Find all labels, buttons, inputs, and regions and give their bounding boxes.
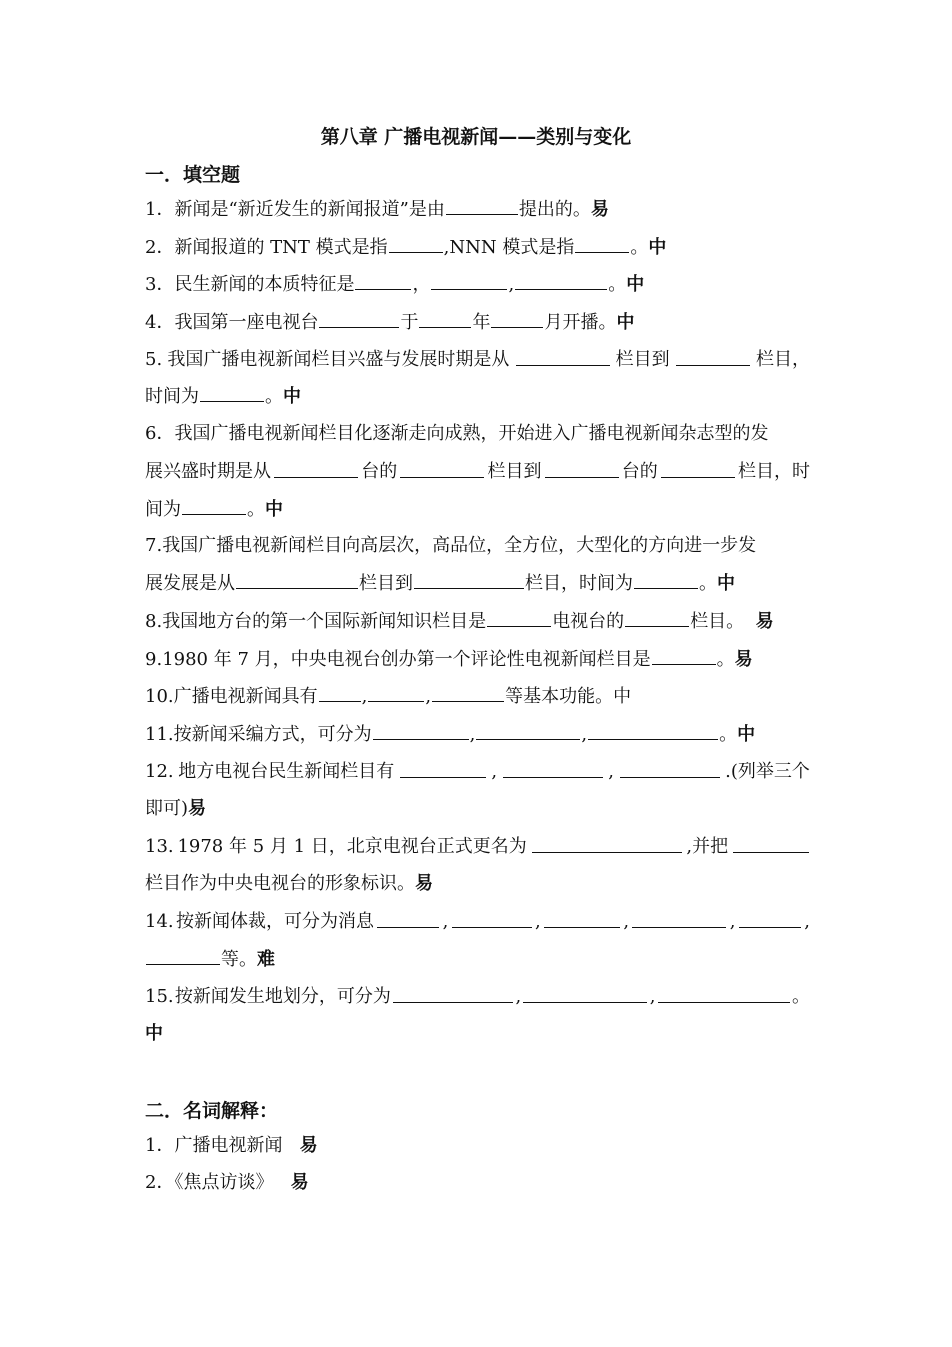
answer-blank[interactable] (632, 909, 726, 928)
answer-blank[interactable] (389, 234, 443, 253)
answer-blank[interactable] (545, 459, 619, 478)
difficulty-label: 中 (145, 1023, 163, 1044)
question-8: 8.我国地方台的第一个国际新闻知识栏目是 电视台的 栏目。 易 (145, 608, 810, 635)
question-15: 15. 按新闻发生地划分，可分为 , , 。 (145, 984, 810, 1010)
difficulty-label: 易 (290, 1172, 309, 1193)
question-number: 2． (145, 237, 175, 258)
question-7-line-2: 展发展是从 栏目到 栏目，时间为 。中 (145, 570, 810, 597)
answer-blank[interactable] (319, 309, 399, 328)
answer-blank[interactable] (200, 383, 264, 402)
question-number: 11. (145, 724, 174, 745)
question-14-line-2: 等。难 (145, 946, 810, 973)
answer-blank[interactable] (373, 721, 469, 740)
answer-blank[interactable] (487, 608, 551, 627)
difficulty-label: 易 (299, 1135, 318, 1156)
answer-blank[interactable] (676, 347, 750, 366)
answer-blank[interactable] (658, 984, 790, 1003)
difficulty-label: 中 (265, 499, 283, 520)
answer-blank[interactable] (544, 909, 620, 928)
answer-blank[interactable] (400, 459, 484, 478)
question-5-line-2: 时间为 。中 (145, 383, 810, 410)
answer-blank[interactable] (452, 909, 532, 928)
question-number: 5. (145, 349, 163, 370)
answer-blank[interactable] (377, 909, 439, 928)
answer-blank[interactable] (419, 309, 471, 328)
answer-blank[interactable] (274, 459, 358, 478)
question-7: 7.我国广播电视新闻栏目向高层次，高品位，全方位，大型化的方向进一步发 (145, 535, 757, 556)
question-number: 10. (145, 686, 174, 707)
page-title: 第八章 广播电视新闻——类别与变化 (320, 126, 632, 148)
question-11: 11.按新闻采编方式，可分为 , , 。中 (145, 721, 810, 748)
answer-blank[interactable] (661, 459, 735, 478)
difficulty-label: 易 (755, 611, 774, 632)
question-number: 8. (145, 611, 163, 632)
answer-blank[interactable] (532, 834, 682, 853)
answer-blank[interactable] (368, 683, 424, 702)
difficulty-label: 易 (734, 649, 753, 670)
answer-blank[interactable] (739, 909, 801, 928)
question-number: 9. (145, 649, 163, 670)
question-number: 6． (145, 423, 175, 444)
answer-blank[interactable] (575, 234, 629, 253)
question-12: 12. 地方电视台民生新闻栏目有 , , .(列举三个 (145, 759, 810, 785)
section1-heading: 一．填空题 (145, 164, 241, 186)
term-item-2: 2．《焦点访谈》 易 (145, 1172, 309, 1193)
answer-blank[interactable] (491, 309, 543, 328)
question-6-line-3: 间为 。中 (145, 496, 810, 523)
difficulty-label: 难 (257, 949, 275, 970)
answer-blank[interactable] (733, 834, 809, 853)
question-number: 1． (145, 199, 175, 220)
question-13-line-2: 栏目作为中央电视台的形象标识。易 (145, 873, 433, 894)
answer-blank[interactable] (355, 271, 411, 290)
answer-blank[interactable] (182, 496, 246, 515)
question-6: 6．我国广播电视新闻栏目化逐渐走向成熟，开始进入广播电视新闻杂志型的发 (145, 423, 769, 444)
question-2: 2．新闻报道的 TNT 模式是指 ,NNN 模式是指 。中 (145, 234, 810, 261)
answer-blank[interactable] (476, 721, 580, 740)
question-9: 9.1980 年 7 月，中央电视台创办第一个评论性电视新闻栏目是 。易 (145, 646, 810, 673)
question-number: 13. (145, 836, 174, 857)
answer-blank[interactable] (625, 608, 689, 627)
question-3: 3．民生新闻的本质特征是 ， , 。中 (145, 271, 810, 298)
difficulty-label: 中 (616, 312, 635, 333)
question-4: 4．我国第一座电视台 于 年 月开播。中 (145, 309, 810, 336)
answer-blank[interactable] (516, 347, 610, 366)
difficulty-label: 易 (590, 199, 609, 220)
answer-blank[interactable] (620, 759, 720, 778)
answer-blank[interactable] (515, 271, 607, 290)
answer-blank[interactable] (146, 946, 220, 965)
question-number: 14. (145, 911, 174, 932)
difficulty-label: 中 (626, 274, 645, 295)
question-13: 13. 1978 年 5 月 1 日，北京电视台正式更名为 ,并把 (145, 834, 810, 860)
answer-blank[interactable] (393, 984, 513, 1003)
answer-blank[interactable] (634, 570, 698, 589)
question-12-line-2: 即可)易 (145, 798, 207, 819)
question-6-line-2: 展兴盛时期是从 台的 栏目到 台的 栏目，时 (145, 461, 810, 482)
answer-blank[interactable] (523, 984, 647, 1003)
question-1: 1．新闻是“新近发生的新闻报道”是由 提出的。易 (145, 196, 810, 223)
question-number: 4． (145, 312, 175, 333)
difficulty-label: 中 (717, 573, 735, 594)
question-number: 12. (145, 761, 174, 782)
question-15-line-2 (145, 1021, 810, 1047)
answer-blank[interactable] (319, 683, 361, 702)
question-10: 10.广播电视新闻具有 , , 等基本功能。中 (145, 683, 810, 710)
answer-blank[interactable] (414, 570, 524, 589)
question-14: 14. 按新闻体裁，可分为消息 , , , , , (145, 909, 810, 935)
difficulty-label: 中 (648, 237, 667, 258)
section2-heading: 二．名词解释： (145, 1100, 279, 1122)
question-number: 3． (145, 274, 175, 295)
answer-blank[interactable] (652, 646, 716, 665)
answer-blank[interactable] (400, 759, 486, 778)
term-item-1: 1．广播电视新闻 易 (145, 1135, 318, 1156)
question-number: 15. (145, 986, 174, 1007)
difficulty-label: 中 (283, 386, 301, 407)
answer-blank[interactable] (431, 271, 507, 290)
answer-blank[interactable] (236, 570, 358, 589)
difficulty-label: 易 (415, 873, 433, 894)
question-number: 7. (145, 535, 163, 556)
difficulty-label: 中 (737, 724, 756, 745)
difficulty-label: 易 (188, 798, 207, 819)
answer-blank[interactable] (432, 683, 504, 702)
answer-blank[interactable] (503, 759, 603, 778)
question-5: 5. 我国广播电视新闻栏目兴盛与发展时期是从 栏目到 栏目， (145, 347, 810, 373)
answer-blank[interactable] (588, 721, 718, 740)
answer-blank[interactable] (446, 196, 518, 215)
